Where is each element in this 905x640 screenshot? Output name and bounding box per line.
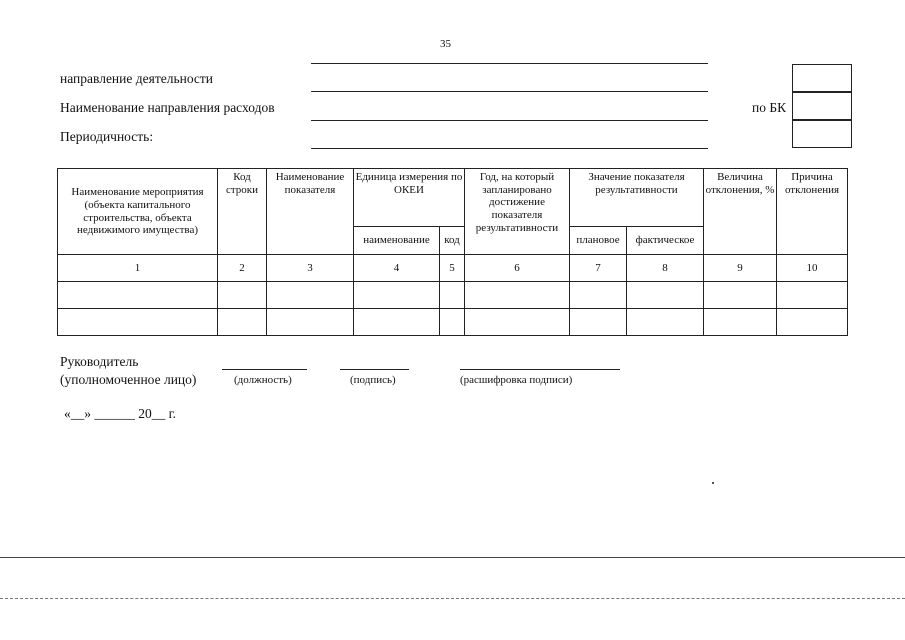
head-label: Руководитель: [60, 354, 139, 369]
top-blank-line: [311, 63, 708, 64]
scan-edge-line: [0, 557, 905, 558]
table-cell[interactable]: [354, 282, 440, 309]
table-cell[interactable]: [440, 282, 465, 309]
table-cell[interactable]: [465, 309, 570, 336]
table-cell[interactable]: [218, 309, 267, 336]
table-row: [58, 309, 848, 336]
column-number-row: [58, 255, 848, 282]
table-cell[interactable]: [777, 309, 848, 336]
column-number: 6: [465, 255, 570, 282]
periodicity-label: Периодичность:: [60, 129, 154, 144]
column-number: 8: [627, 255, 704, 282]
periodicity-blank-line[interactable]: [311, 148, 708, 149]
table-cell[interactable]: [58, 282, 218, 309]
periodicity-code-box[interactable]: [792, 120, 852, 148]
table-cell[interactable]: [58, 309, 218, 336]
bk-label: по БК: [752, 100, 787, 115]
expense-direction-label: Наименование направления расходов: [60, 100, 275, 115]
column-number: 4: [354, 255, 440, 282]
column-number: 2: [218, 255, 267, 282]
header-event: Наименование мероприятия (объекта капитального строительства, объекта недвижимого имущества): [58, 169, 218, 255]
table-cell[interactable]: [627, 309, 704, 336]
table-cell[interactable]: [267, 282, 354, 309]
column-number: 5: [440, 255, 465, 282]
scan-dash-line: [0, 598, 905, 599]
header-reason: Причина отклонения: [777, 169, 848, 255]
header-deviation: Величина отклонения, %: [704, 169, 777, 255]
position-blank-line[interactable]: [222, 369, 307, 370]
bk-code-box[interactable]: [792, 92, 852, 120]
position-caption: (должность): [234, 374, 292, 386]
header-value: Значение показателя результативности: [570, 169, 704, 227]
table-cell[interactable]: [218, 282, 267, 309]
table-cell[interactable]: [354, 309, 440, 336]
table-cell[interactable]: [267, 309, 354, 336]
header-unit-name: наименование: [354, 227, 440, 255]
column-number: 10: [777, 255, 848, 282]
header-row-code: Код строки: [218, 169, 267, 255]
expense-blank-line[interactable]: [311, 120, 708, 121]
header-unit-code: код: [440, 227, 465, 255]
column-number: 3: [267, 255, 354, 282]
scan-dot: [712, 482, 714, 484]
column-number: 9: [704, 255, 777, 282]
header-planned: плановое: [570, 227, 627, 255]
header-actual: фактическое: [627, 227, 704, 255]
signature-blank-line[interactable]: [340, 369, 409, 370]
activity-label: направление деятельности: [60, 71, 214, 86]
results-table: [57, 168, 848, 336]
header-unit: Единица измерения по ОКЕИ: [354, 169, 465, 227]
date-line: «__» ______ 20__ г.: [64, 406, 177, 421]
decoding-caption: (расшифровка подписи): [460, 374, 573, 386]
decoding-blank-line[interactable]: [460, 369, 620, 370]
table-cell[interactable]: [440, 309, 465, 336]
table-cell[interactable]: [704, 282, 777, 309]
table-cell[interactable]: [627, 282, 704, 309]
table-cell[interactable]: [570, 282, 627, 309]
table-cell[interactable]: [570, 309, 627, 336]
authorized-person-label: (уполномоченное лицо): [60, 372, 197, 387]
table-cell[interactable]: [777, 282, 848, 309]
table-row: [58, 282, 848, 309]
activity-blank-line[interactable]: [311, 91, 708, 92]
code-box-1[interactable]: [792, 64, 852, 92]
signature-caption: (подпись): [350, 374, 396, 386]
column-number: 1: [58, 255, 218, 282]
table-cell[interactable]: [465, 282, 570, 309]
header-year: Год, на который запланировано достижение показателя результативности: [465, 169, 570, 255]
page-number: 35: [440, 38, 451, 50]
column-number: 7: [570, 255, 627, 282]
table-cell[interactable]: [704, 309, 777, 336]
header-indicator: Наименование показателя: [267, 169, 354, 255]
